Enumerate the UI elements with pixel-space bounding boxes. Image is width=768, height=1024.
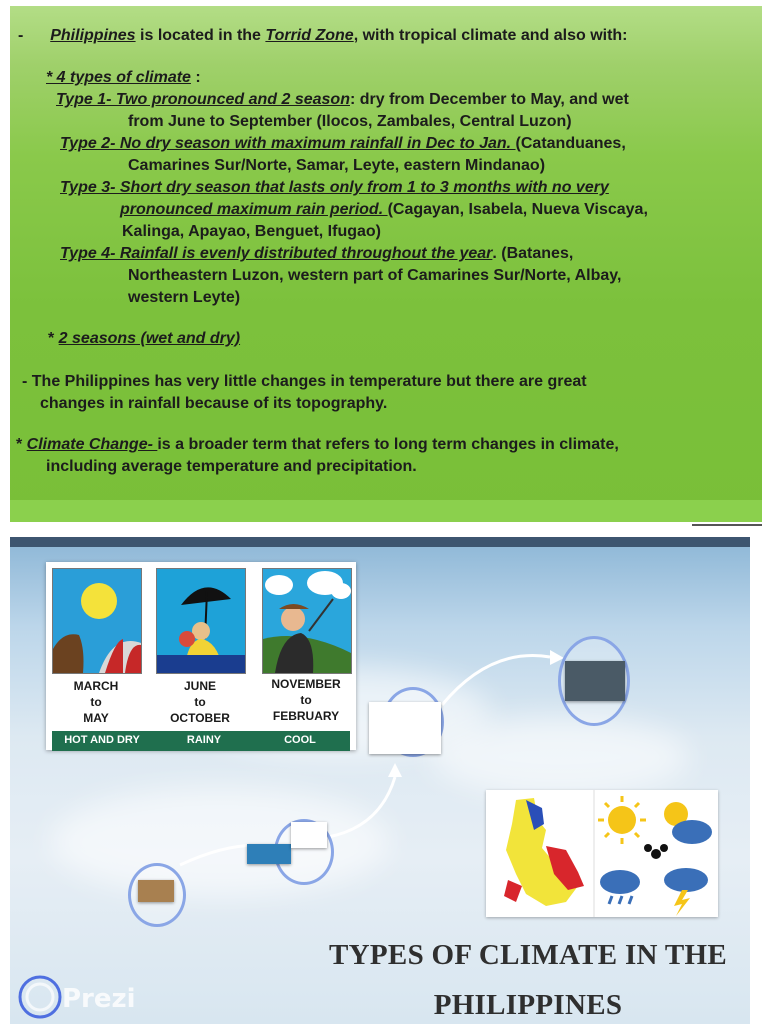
type3-label2: pronounced maximum rain period. <box>120 201 388 218</box>
type3-text: (Cagayan, Isabela, Nueva Viscaya, <box>387 201 648 218</box>
type2-line <box>60 133 626 155</box>
path-node-3[interactable] <box>382 687 444 757</box>
climate-change-label: Climate Change- <box>26 436 158 453</box>
types-heading-colon: : <box>190 69 201 86</box>
type1-cont: from June to September (Ilocos, Zambales, Central Luzon) <box>128 113 572 130</box>
season-end: MAY <box>83 711 109 725</box>
cc-star: * <box>16 436 27 453</box>
type2-text: (Catanduanes, <box>515 135 626 152</box>
climate-change-text: is a broader term that refers to long term changes in climate, <box>157 436 619 453</box>
types-heading <box>46 67 201 89</box>
season-to: to <box>90 695 102 709</box>
node-thumbnail <box>291 822 327 848</box>
type4-line <box>60 243 573 265</box>
torrid-zone-term: Torrid Zone <box>265 27 354 44</box>
seasons-line <box>48 328 240 350</box>
world-map-thumbnail <box>247 844 291 864</box>
seasons-star: * <box>48 330 59 347</box>
node-thumbnail <box>565 661 625 701</box>
prezi-logo-icon[interactable] <box>18 972 68 1022</box>
prezi-brand-text[interactable]: Prezi <box>62 984 136 1014</box>
climate-change-line2: including average temperature and precipitation. <box>46 458 417 475</box>
line-philippines <box>18 25 628 47</box>
season-start: JUNE <box>183 679 216 693</box>
season-label: HOT AND DRY <box>64 734 140 746</box>
type4-label: Type 4- Rainfall is evenly distributed throughout the year <box>60 245 493 262</box>
type4-text: . (Batanes, <box>492 245 574 262</box>
season-end: OCTOBER <box>170 711 230 725</box>
path-node-1[interactable] <box>128 863 186 927</box>
temperature-line2: changes in rainfall because of its topography. <box>40 395 388 412</box>
slide-edge-line <box>692 524 762 526</box>
temperature-line1: - The Philippines has very little changes in temperature but there are great <box>22 373 587 390</box>
path-node-2[interactable] <box>274 819 334 885</box>
climate-change-line <box>16 434 619 456</box>
node-thumbnail <box>138 880 174 902</box>
title-line-2: PHILIPPINES <box>433 989 623 1021</box>
type2-cont: Camarines Sur/Norte, Samar, Leyte, eastern Mindanao) <box>128 157 546 174</box>
type4-cont2: western Leyte) <box>128 289 241 306</box>
season-to: to <box>300 693 312 707</box>
season-to: to <box>194 695 206 709</box>
type3-cont: Kalinga, Apayao, Benguet, Ifugao) <box>122 223 381 240</box>
path-node-4[interactable] <box>558 636 630 726</box>
title-line-1: TYPES OF CLIMATE IN THE <box>329 939 727 971</box>
presentation-title <box>328 930 728 1024</box>
season-label: RAINY <box>186 734 222 746</box>
line1-text: is located in the <box>135 27 266 44</box>
node-thumbnail <box>369 702 441 754</box>
type2-label: Type 2- No dry season with maximum rainfall in Dec to Jan. <box>60 135 516 152</box>
type1-line <box>56 89 629 111</box>
philippines-term: Philippines <box>50 27 136 44</box>
season-end: FEBRUARY <box>272 709 340 723</box>
type3-line2 <box>20 199 648 221</box>
arrow-head <box>388 763 402 777</box>
line1-end: , with tropical climate and also with: <box>353 27 628 44</box>
path-arrow <box>328 777 395 837</box>
slide-bottom-band <box>10 500 762 522</box>
season-start: NOVEMBER <box>271 677 341 691</box>
season-label: COOL <box>284 734 316 746</box>
type3-line <box>60 177 609 199</box>
season-start: MARCH <box>73 679 119 693</box>
prezi-slide[interactable] <box>10 537 750 1024</box>
path-arrow <box>442 656 550 705</box>
dash-bullet: - <box>18 27 24 44</box>
climate-symbols-image <box>486 790 718 917</box>
philippines-map-and-weather-icons <box>486 790 718 917</box>
type3-label: Type 3- Short dry season that lasts only from 1 to 3 months with no very <box>60 179 609 196</box>
sun-icon <box>608 806 636 834</box>
types-heading-text: * 4 types of climate <box>46 69 191 86</box>
type1-text: : dry from December to May, and wet <box>349 91 629 108</box>
type4-cont1: Northeastern Luzon, western part of Camarines Sur/Norte, Albay, <box>128 267 622 284</box>
seasons-text: 2 seasons (wet and dry) <box>58 330 241 347</box>
type1-label: Type 1- Two pronounced and 2 season <box>56 91 350 108</box>
climate-notes-slide <box>10 6 762 522</box>
